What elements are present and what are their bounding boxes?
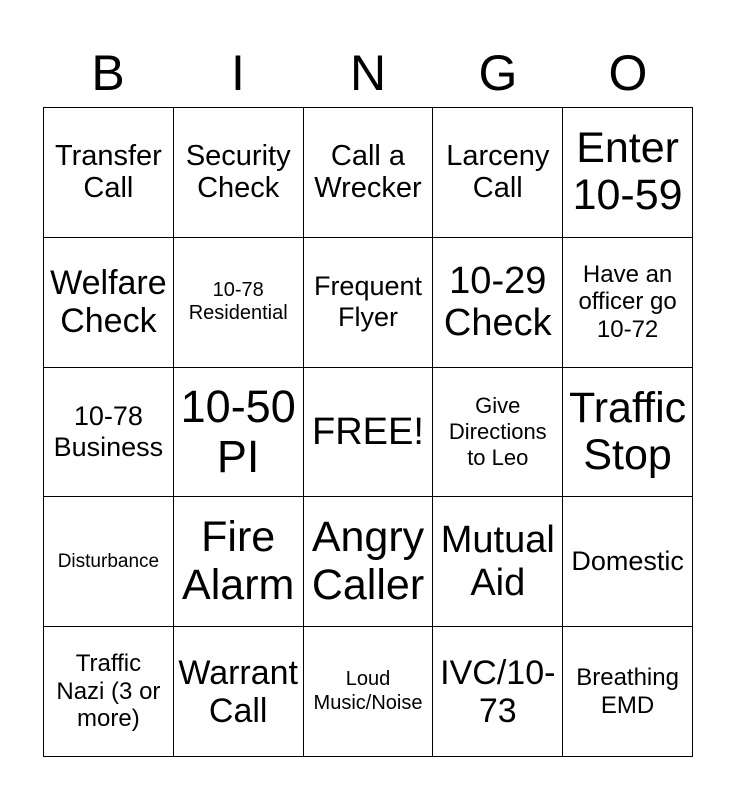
header-letter-n: N	[349, 45, 387, 101]
bingo-cell-text: 10-78 Business	[53, 400, 164, 462]
bingo-cell[interactable]	[563, 627, 693, 757]
bingo-cell-text: Frequent Flyer	[313, 271, 423, 333]
bingo-cell-text: Welfare Check	[50, 264, 167, 341]
bingo-cell[interactable]	[563, 368, 693, 498]
bingo-cell-text: Call a Wrecker	[314, 139, 422, 205]
bingo-cell-text: Disturbance	[57, 550, 160, 572]
bingo-cell-text: Domestic	[571, 546, 684, 577]
bingo-cell-text: Loud Music/Noise	[313, 668, 423, 714]
bingo-cell[interactable]	[44, 108, 174, 238]
bingo-cell-text: Security Check	[185, 139, 291, 205]
bingo-cell[interactable]	[174, 627, 304, 757]
bingo-cell[interactable]	[304, 108, 434, 238]
bingo-cell-text: Breathing EMD	[576, 664, 679, 719]
bingo-cell-text: 10-78 Residential	[188, 278, 288, 325]
bingo-cell-text: FREE!	[312, 410, 424, 453]
bingo-cell-text: Fire Alarm	[182, 513, 295, 609]
bingo-cell[interactable]	[44, 497, 174, 627]
bingo-card-grid	[43, 107, 693, 757]
bingo-cell[interactable]	[433, 108, 563, 238]
bingo-cell[interactable]	[563, 497, 693, 627]
bingo-cell-text: 10-50 PI	[180, 381, 296, 482]
bingo-cell[interactable]	[433, 238, 563, 368]
bingo-cell[interactable]	[174, 108, 304, 238]
bingo-cell-text: 10-29 Check	[443, 259, 552, 345]
header-letter-g: G	[478, 45, 518, 101]
bingo-cell[interactable]	[44, 238, 174, 368]
bingo-cell[interactable]	[304, 627, 434, 757]
bingo-cell[interactable]	[44, 627, 174, 757]
bingo-cell-text: Traffic Stop	[569, 383, 687, 479]
bingo-cell-text: Larceny Call	[446, 139, 550, 205]
bingo-cell[interactable]	[304, 238, 434, 368]
bingo-cell-text: Warrant Call	[178, 653, 299, 730]
bingo-cell-text: Enter 10-59	[572, 124, 683, 220]
bingo-cell[interactable]	[563, 108, 693, 238]
header-letter-i: I	[231, 45, 245, 101]
bingo-cell-text: Have an officer go 10-72	[578, 260, 677, 343]
header-letter-b: B	[91, 45, 125, 101]
bingo-cell[interactable]	[174, 238, 304, 368]
bingo-cell-text: Give Directions to Leo	[448, 393, 547, 470]
bingo-cell-text: IVC/10- 73	[440, 653, 556, 730]
header-letter-o: O	[608, 45, 648, 101]
bingo-cell[interactable]	[174, 368, 304, 498]
bingo-cell[interactable]	[304, 368, 434, 498]
bingo-cell[interactable]	[433, 497, 563, 627]
bingo-cell[interactable]	[44, 368, 174, 498]
bingo-header	[43, 40, 693, 106]
bingo-cell[interactable]	[433, 627, 563, 757]
bingo-cell[interactable]	[174, 497, 304, 627]
bingo-cell[interactable]	[563, 238, 693, 368]
bingo-cell-text: Transfer Call	[54, 139, 162, 205]
bingo-cell-text: Mutual Aid	[440, 519, 555, 604]
bingo-cell-text: Angry Caller	[311, 513, 425, 609]
bingo-cell[interactable]	[304, 497, 434, 627]
bingo-cell-text: Traffic Nazi (3 or more)	[56, 650, 161, 733]
bingo-cell[interactable]	[433, 368, 563, 498]
